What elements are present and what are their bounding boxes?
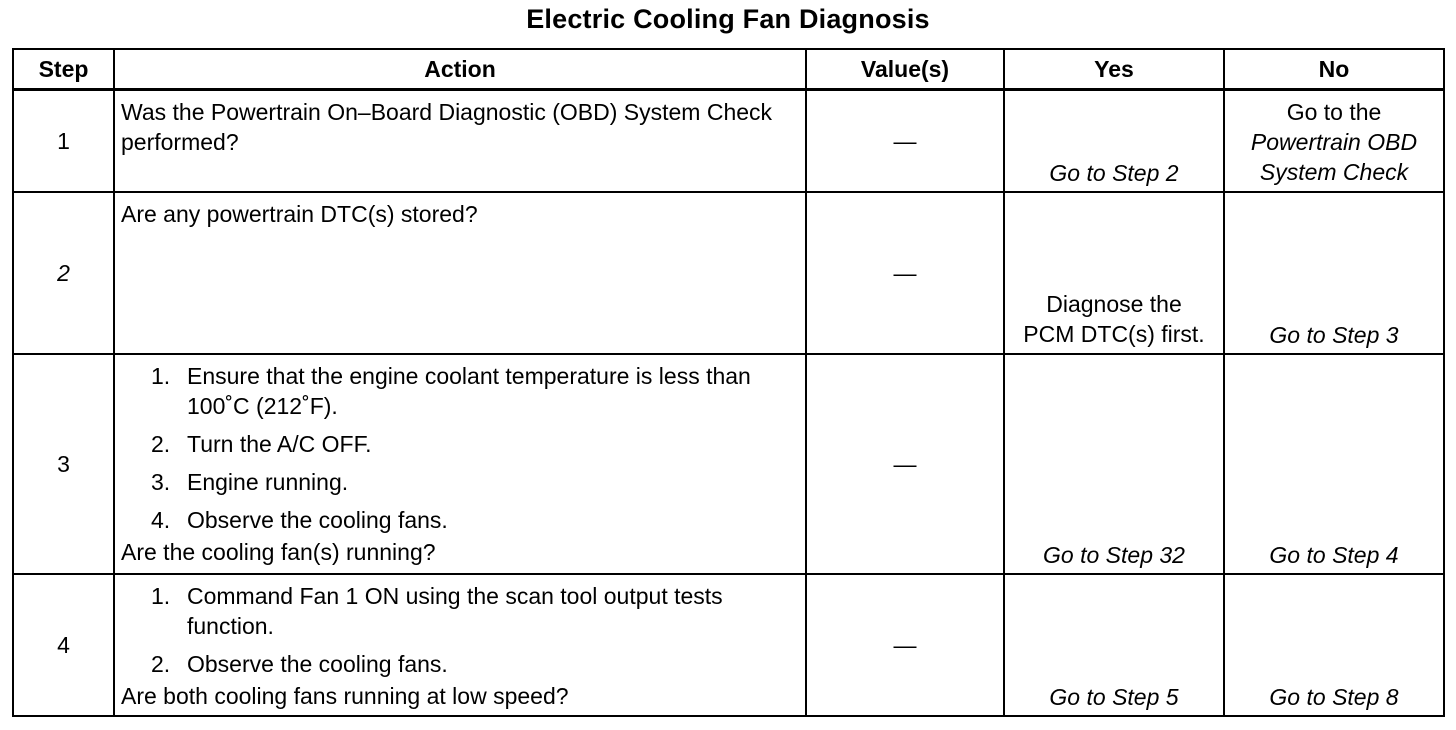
yes-line: Diagnose the (1046, 291, 1182, 317)
yes-cell: Go to Step 32 (1004, 354, 1224, 574)
step-number: 3 (13, 354, 114, 574)
list-item (151, 505, 797, 535)
table-row (13, 192, 1444, 354)
list-item-text: Command Fan 1 ON using the scan tool output tests function. (187, 583, 723, 639)
table-row (13, 574, 1444, 716)
step-number: 2 (13, 192, 114, 354)
value-cell: — (806, 354, 1004, 574)
list-item-number: 1. (151, 583, 171, 609)
no-cell: Go to Step 4 (1224, 354, 1444, 574)
table-row (13, 90, 1444, 193)
no-cell: Go to Step 3 (1224, 192, 1444, 354)
no-cell: Go to Step 8 (1224, 574, 1444, 716)
diagnosis-table (12, 48, 1445, 717)
yes-cell: Go to Step 5 (1004, 574, 1224, 716)
action-question: Are both cooling fans running at low speed? (121, 683, 569, 709)
no-line-italic: Powertrain OBD (1250, 129, 1418, 155)
list-item (151, 581, 797, 641)
list-item-text: Ensure that the engine coolant temperature is less than 100˚C (212˚F). (187, 363, 751, 419)
header-yes: Yes (1004, 49, 1224, 90)
table-header-row (13, 49, 1444, 90)
list-item (151, 429, 797, 459)
step-number: 4 (13, 574, 114, 716)
action-text: Are any powertrain DTC(s) stored? (114, 192, 806, 354)
list-item-number: 1. (151, 363, 171, 389)
page-title: Electric Cooling Fan Diagnosis (526, 4, 930, 34)
list-item-number: 2. (151, 651, 171, 677)
step-number: 1 (13, 90, 114, 193)
list-item-text: Engine running. (187, 469, 349, 495)
list-item-text: Turn the A/C OFF. (187, 431, 372, 457)
list-item-number: 3. (151, 469, 171, 495)
list-item-number: 2. (151, 431, 171, 457)
list-item-text: Observe the cooling fans. (187, 507, 448, 533)
list-item (151, 467, 797, 497)
yes-cell: Go to Step 2 (1004, 90, 1224, 193)
no-line-italic: System Check (1259, 159, 1409, 185)
no-line: Go to the (1286, 99, 1382, 125)
yes-cell (1004, 192, 1224, 354)
no-cell (1224, 90, 1444, 193)
action-text: Was the Powertrain On–Board Diagnostic (OBD) System Check performed? (114, 90, 806, 193)
action-steps-list (121, 581, 797, 679)
value-cell: — (806, 90, 1004, 193)
action-question: Are the cooling fan(s) running? (121, 539, 436, 565)
value-cell: — (806, 192, 1004, 354)
yes-line: PCM DTC(s) first. (1023, 321, 1205, 347)
action-steps-list (121, 361, 797, 535)
header-step: Step (13, 49, 114, 90)
list-item-number: 4. (151, 507, 171, 533)
table-row (13, 354, 1444, 574)
header-action: Action (114, 49, 806, 90)
list-item (151, 361, 797, 421)
action-cell (114, 574, 806, 716)
action-cell (114, 354, 806, 574)
header-values: Value(s) (806, 49, 1004, 90)
list-item (151, 649, 797, 679)
value-cell: — (806, 574, 1004, 716)
header-no: No (1224, 49, 1444, 90)
list-item-text: Observe the cooling fans. (187, 651, 448, 677)
